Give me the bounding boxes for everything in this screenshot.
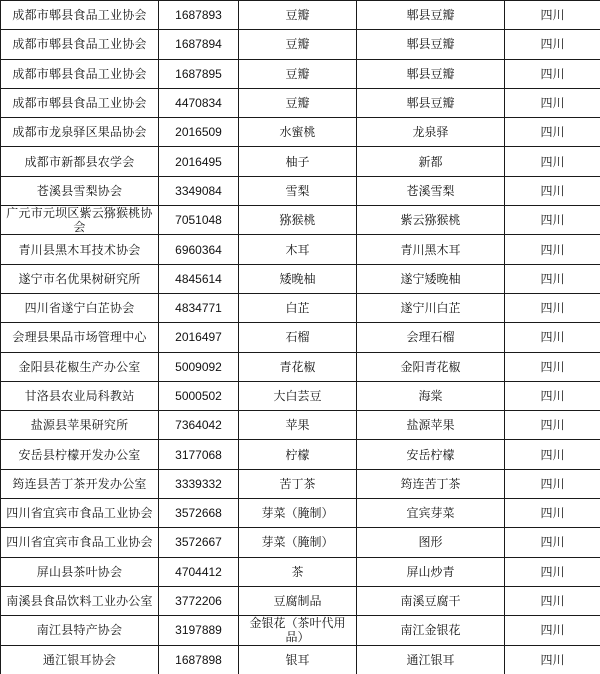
table-row [1, 440, 600, 469]
cell-product: 白芷 [239, 293, 357, 322]
cell-province: 四川 [505, 469, 600, 498]
cell-trademark-name: 会理石榴 [357, 323, 505, 352]
cell-organization: 成都市郫县食品工业协会 [1, 1, 159, 30]
cell-registration-number: 7051048 [159, 206, 239, 235]
cell-province: 四川 [505, 293, 600, 322]
cell-organization: 四川省宜宾市食品工业协会 [1, 499, 159, 528]
cell-organization: 四川省遂宁白芷协会 [1, 293, 159, 322]
table-row [1, 381, 600, 410]
cell-product: 猕猴桃 [239, 206, 357, 235]
cell-product: 豆瓣 [239, 59, 357, 88]
cell-organization: 四川省宜宾市食品工业协会 [1, 528, 159, 557]
cell-trademark-name: 盐源苹果 [357, 411, 505, 440]
cell-registration-number: 1687895 [159, 59, 239, 88]
cell-trademark-name: 龙泉驿 [357, 118, 505, 147]
cell-product: 苹果 [239, 411, 357, 440]
cell-province: 四川 [505, 206, 600, 235]
cell-trademark-name: 金阳青花椒 [357, 352, 505, 381]
cell-trademark-name: 安岳柠檬 [357, 440, 505, 469]
cell-organization: 南溪县食品饮料工业办公室 [1, 586, 159, 615]
cell-trademark-name: 筠连苦丁茶 [357, 469, 505, 498]
cell-province: 四川 [505, 411, 600, 440]
cell-product: 芽菜（腌制） [239, 528, 357, 557]
cell-product: 矮晚柚 [239, 264, 357, 293]
table-row [1, 499, 600, 528]
cell-product: 芽菜（腌制） [239, 499, 357, 528]
cell-province: 四川 [505, 88, 600, 117]
cell-product: 豆瓣 [239, 88, 357, 117]
cell-registration-number: 2016497 [159, 323, 239, 352]
cell-product: 豆瓣 [239, 30, 357, 59]
cell-registration-number: 2016495 [159, 147, 239, 176]
cell-province: 四川 [505, 235, 600, 264]
table-row [1, 206, 600, 235]
cell-province: 四川 [505, 499, 600, 528]
cell-organization: 青川县黑木耳技术协会 [1, 235, 159, 264]
cell-organization: 屏山县茶叶协会 [1, 557, 159, 586]
cell-product: 金银花（茶叶代用品） [239, 616, 357, 645]
cell-province: 四川 [505, 118, 600, 147]
cell-organization: 广元市元坝区紫云猕猴桃协会 [1, 206, 159, 235]
cell-trademark-name: 青川黑木耳 [357, 235, 505, 264]
cell-registration-number: 4704412 [159, 557, 239, 586]
cell-product: 雪梨 [239, 176, 357, 205]
cell-organization: 成都市龙泉驿区果品协会 [1, 118, 159, 147]
cell-product: 柠檬 [239, 440, 357, 469]
cell-trademark-name: 南江金银花 [357, 616, 505, 645]
cell-province: 四川 [505, 352, 600, 381]
table-row [1, 469, 600, 498]
cell-organization: 盐源县苹果研究所 [1, 411, 159, 440]
table-row [1, 88, 600, 117]
cell-registration-number: 1687898 [159, 645, 239, 674]
table-row [1, 264, 600, 293]
table-row [1, 30, 600, 59]
cell-registration-number: 3349084 [159, 176, 239, 205]
cell-registration-number: 3572667 [159, 528, 239, 557]
cell-product: 银耳 [239, 645, 357, 674]
cell-province: 四川 [505, 323, 600, 352]
cell-trademark-name: 海棠 [357, 381, 505, 410]
cell-product: 水蜜桃 [239, 118, 357, 147]
cell-registration-number: 4845614 [159, 264, 239, 293]
table-row [1, 352, 600, 381]
cell-province: 四川 [505, 176, 600, 205]
cell-registration-number: 6960364 [159, 235, 239, 264]
cell-organization: 会理县果品市场管理中心 [1, 323, 159, 352]
cell-organization: 甘洛县农业局科教站 [1, 381, 159, 410]
cell-organization: 成都市郫县食品工业协会 [1, 88, 159, 117]
cell-registration-number: 3177068 [159, 440, 239, 469]
cell-trademark-name: 郫县豆瓣 [357, 59, 505, 88]
cell-trademark-name: 通江银耳 [357, 645, 505, 674]
table-row [1, 616, 600, 645]
cell-trademark-name: 郫县豆瓣 [357, 88, 505, 117]
cell-registration-number: 3772206 [159, 586, 239, 615]
cell-organization: 通江银耳协会 [1, 645, 159, 674]
cell-product: 青花椒 [239, 352, 357, 381]
cell-registration-number: 5009092 [159, 352, 239, 381]
cell-trademark-name: 新都 [357, 147, 505, 176]
cell-trademark-name: 屏山炒青 [357, 557, 505, 586]
table-row [1, 557, 600, 586]
cell-province: 四川 [505, 1, 600, 30]
table-row [1, 528, 600, 557]
cell-organization: 成都市新都县农学会 [1, 147, 159, 176]
table-row [1, 586, 600, 615]
cell-registration-number: 1687893 [159, 1, 239, 30]
cell-province: 四川 [505, 645, 600, 674]
cell-registration-number: 3572668 [159, 499, 239, 528]
cell-province: 四川 [505, 30, 600, 59]
cell-organization: 安岳县柠檬开发办公室 [1, 440, 159, 469]
cell-registration-number: 7364042 [159, 411, 239, 440]
table-row [1, 645, 600, 674]
cell-trademark-name: 图形 [357, 528, 505, 557]
cell-product: 木耳 [239, 235, 357, 264]
cell-organization: 南江县特产协会 [1, 616, 159, 645]
cell-trademark-name: 苍溪雪梨 [357, 176, 505, 205]
cell-registration-number: 2016509 [159, 118, 239, 147]
cell-product: 豆腐制品 [239, 586, 357, 615]
cell-trademark-name: 遂宁川白芷 [357, 293, 505, 322]
table-row [1, 1, 600, 30]
cell-province: 四川 [505, 557, 600, 586]
cell-trademark-name: 紫云猕猴桃 [357, 206, 505, 235]
table-row [1, 323, 600, 352]
cell-province: 四川 [505, 528, 600, 557]
cell-product: 柚子 [239, 147, 357, 176]
cell-trademark-name: 郫县豆瓣 [357, 30, 505, 59]
cell-product: 豆瓣 [239, 1, 357, 30]
cell-registration-number: 3339332 [159, 469, 239, 498]
table-row [1, 293, 600, 322]
cell-registration-number: 5000502 [159, 381, 239, 410]
table-row [1, 59, 600, 88]
cell-registration-number: 4470834 [159, 88, 239, 117]
cell-province: 四川 [505, 264, 600, 293]
cell-trademark-name: 遂宁矮晚柚 [357, 264, 505, 293]
cell-product: 石榴 [239, 323, 357, 352]
cell-registration-number: 1687894 [159, 30, 239, 59]
table-row [1, 147, 600, 176]
table-row [1, 118, 600, 147]
table-row [1, 411, 600, 440]
cell-province: 四川 [505, 59, 600, 88]
cell-product: 茶 [239, 557, 357, 586]
cell-organization: 成都市郫县食品工业协会 [1, 59, 159, 88]
cell-province: 四川 [505, 440, 600, 469]
table-body [1, 1, 600, 674]
cell-product: 苦丁茶 [239, 469, 357, 498]
cell-province: 四川 [505, 381, 600, 410]
cell-organization: 遂宁市名优果树研究所 [1, 264, 159, 293]
cell-trademark-name: 郫县豆瓣 [357, 1, 505, 30]
table-row [1, 235, 600, 264]
cell-registration-number: 3197889 [159, 616, 239, 645]
cell-province: 四川 [505, 586, 600, 615]
cell-organization: 苍溪县雪梨协会 [1, 176, 159, 205]
cell-product: 大白芸豆 [239, 381, 357, 410]
cell-organization: 筠连县苦丁茶开发办公室 [1, 469, 159, 498]
table-row [1, 176, 600, 205]
cell-trademark-name: 宜宾芽菜 [357, 499, 505, 528]
cell-organization: 成都市郫县食品工业协会 [1, 30, 159, 59]
cell-organization: 金阳县花椒生产办公室 [1, 352, 159, 381]
cell-trademark-name: 南溪豆腐干 [357, 586, 505, 615]
cell-province: 四川 [505, 147, 600, 176]
cell-registration-number: 4834771 [159, 293, 239, 322]
cell-province: 四川 [505, 616, 600, 645]
